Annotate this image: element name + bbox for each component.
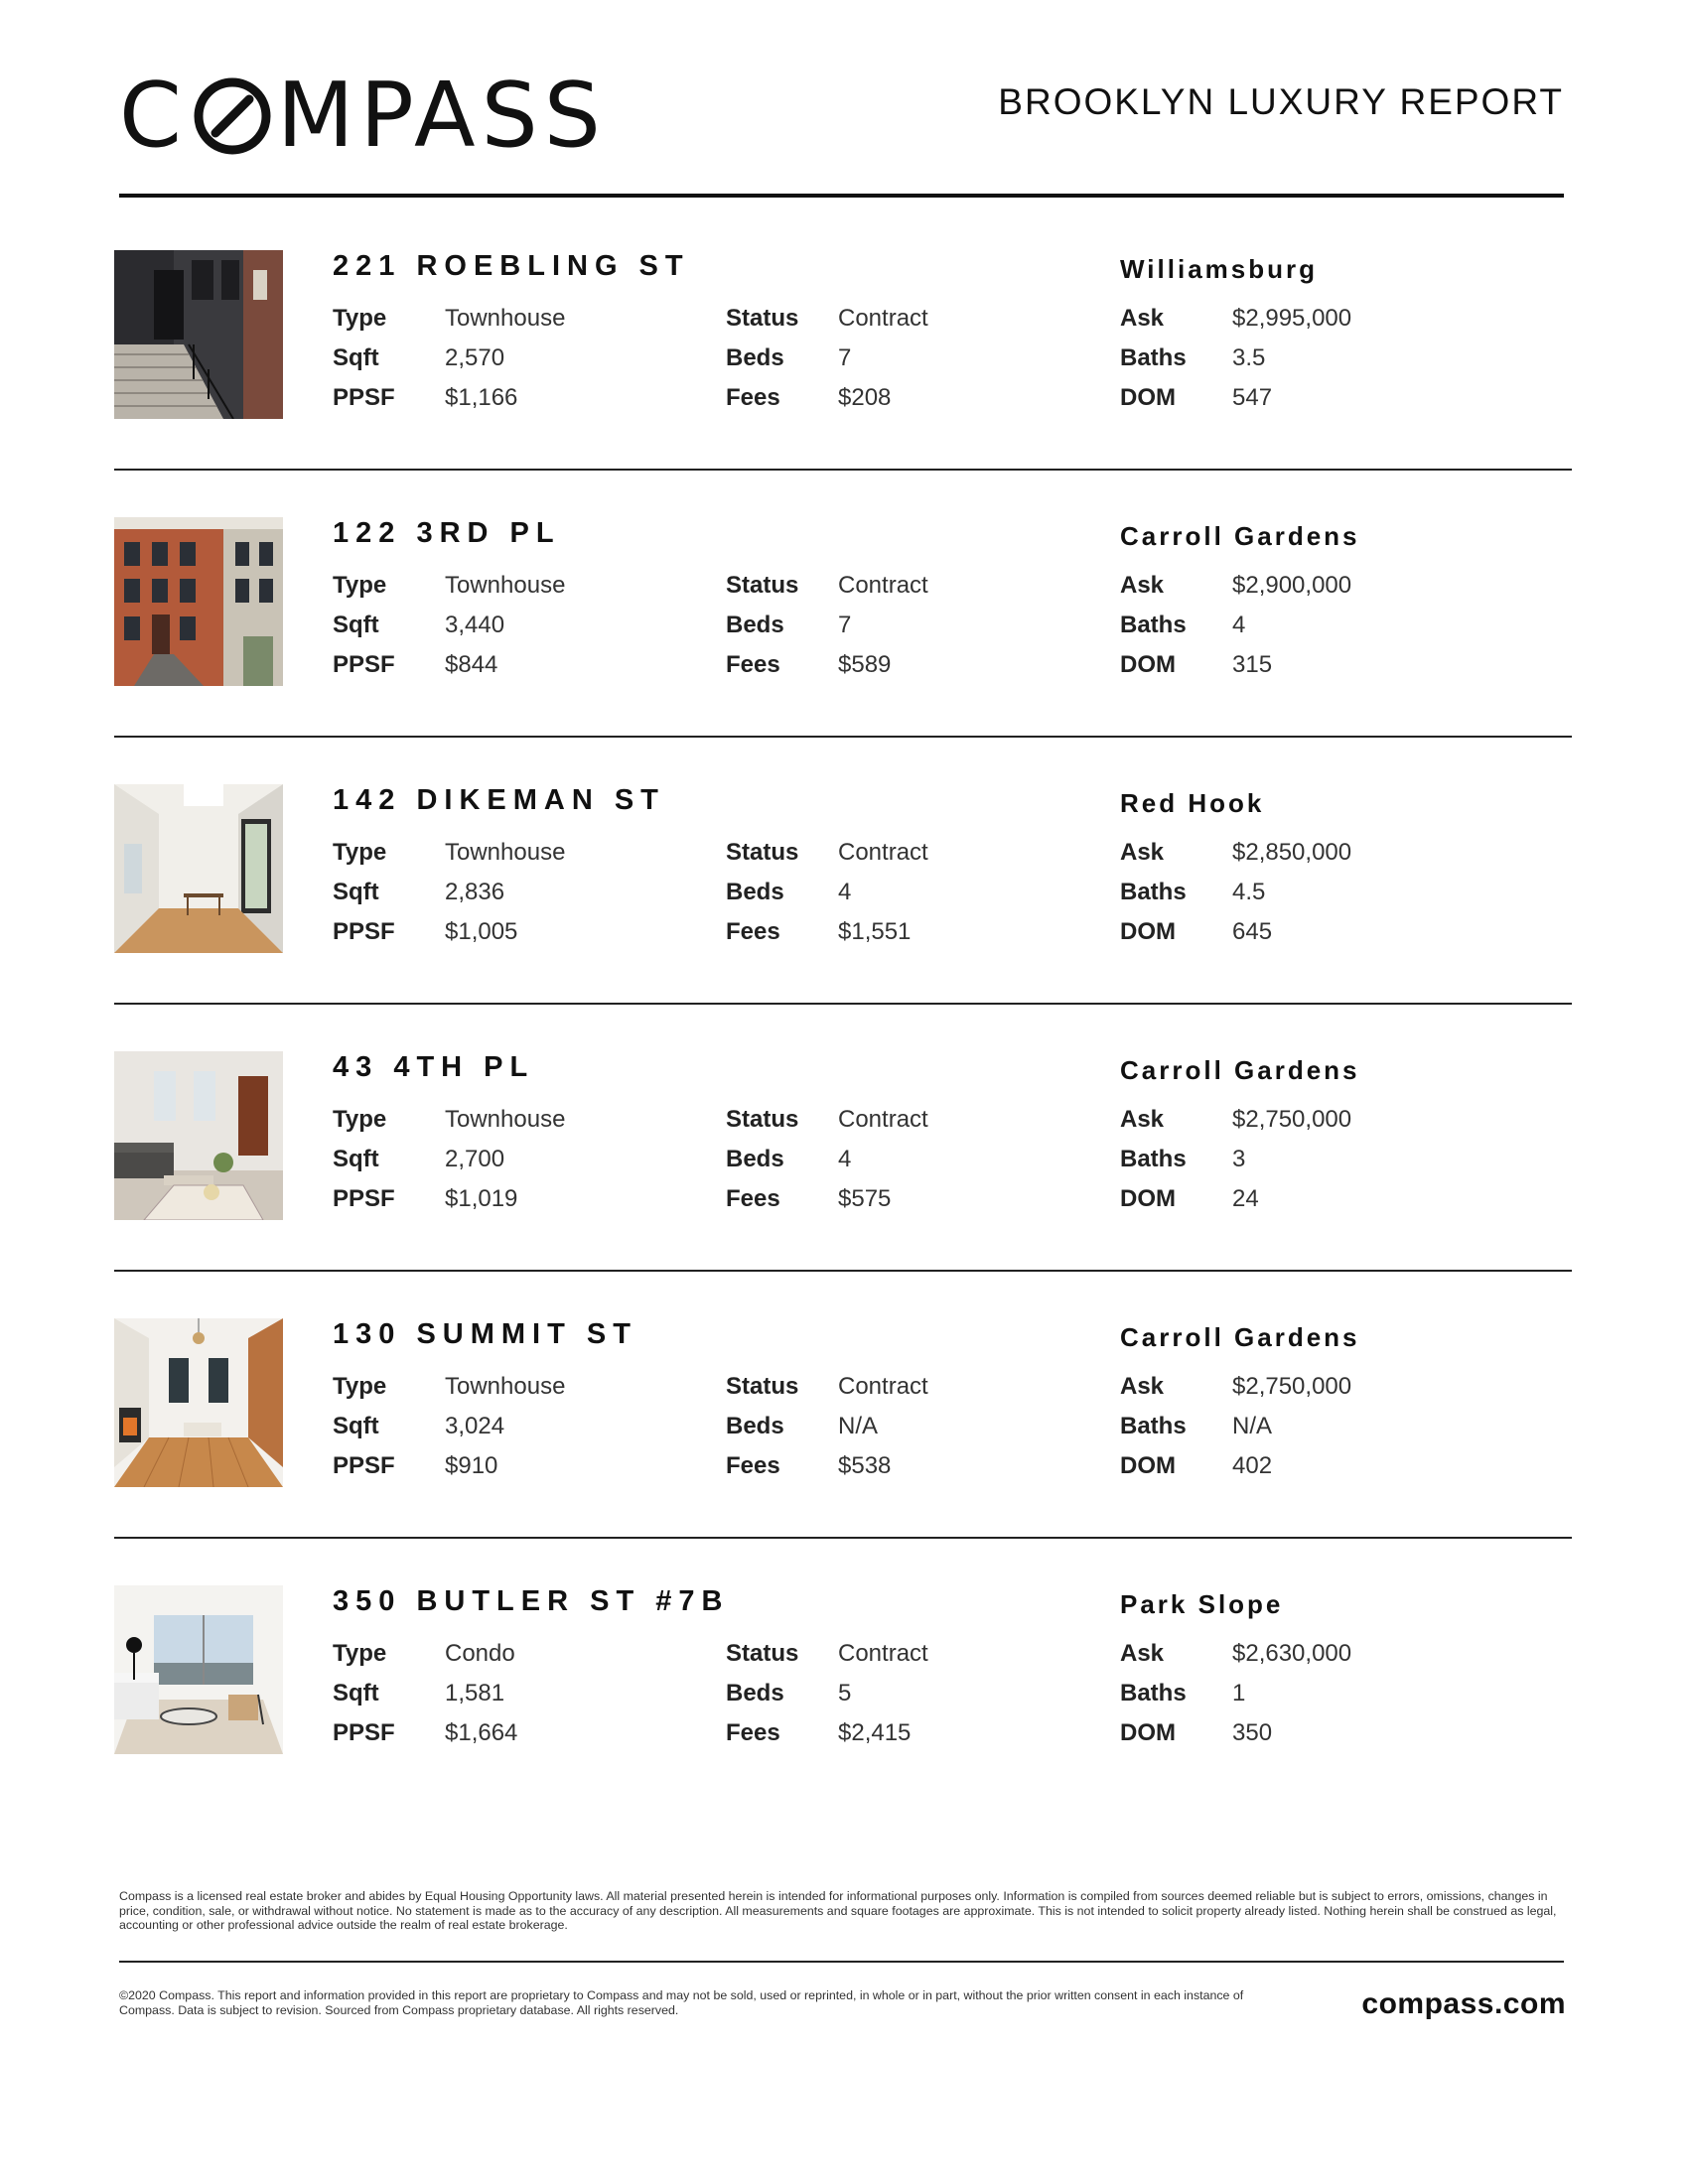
property-photo <box>114 1318 283 1487</box>
baths-label: Baths <box>1120 879 1187 905</box>
beds-label: Beds <box>726 612 784 638</box>
type-value: Townhouse <box>445 1106 566 1133</box>
dom-value: 315 <box>1232 651 1273 678</box>
status-value: Contract <box>838 1106 928 1133</box>
listing-neighborhood: Red Hook <box>1120 788 1265 818</box>
ask-value: $2,750,000 <box>1232 1106 1352 1133</box>
dom-label: DOM <box>1120 1719 1176 1746</box>
ppsf-value: $1,019 <box>445 1185 518 1212</box>
type-label: Type <box>333 1640 387 1667</box>
beds-label: Beds <box>726 879 784 905</box>
listing-divider <box>114 1537 1572 1539</box>
ask-label: Ask <box>1120 1373 1165 1400</box>
sqft-label: Sqft <box>333 1680 379 1706</box>
fees-value: $208 <box>838 384 892 411</box>
ask-label: Ask <box>1120 1640 1165 1667</box>
compass-logo: C MPASS <box>119 64 607 168</box>
listing-address: 221 ROEBLING ST <box>333 250 690 282</box>
dom-label: DOM <box>1120 918 1176 945</box>
beds-label: Beds <box>726 1680 784 1706</box>
ppsf-value: $1,005 <box>445 918 518 945</box>
listing-address: 43 4TH PL <box>333 1051 535 1083</box>
listing-divider <box>114 469 1572 471</box>
status-value: Contract <box>838 305 928 332</box>
listing-divider <box>114 736 1572 738</box>
sqft-label: Sqft <box>333 879 379 905</box>
listing-divider <box>114 1270 1572 1272</box>
ppsf-label: PPSF <box>333 1719 395 1746</box>
listing-neighborhood: Park Slope <box>1120 1589 1284 1619</box>
sqft-value: 2,700 <box>445 1146 505 1172</box>
ask-label: Ask <box>1120 305 1165 332</box>
listing-address: 130 SUMMIT ST <box>333 1318 637 1350</box>
listing-row <box>114 1318 1572 1487</box>
fees-label: Fees <box>726 1185 780 1212</box>
beds-value: 5 <box>838 1680 852 1706</box>
property-photo <box>114 1051 283 1220</box>
dom-value: 350 <box>1232 1719 1273 1746</box>
dom-value: 24 <box>1232 1185 1259 1212</box>
fees-label: Fees <box>726 651 780 678</box>
ppsf-value: $1,166 <box>445 384 518 411</box>
type-label: Type <box>333 305 387 332</box>
dom-value: 402 <box>1232 1452 1273 1479</box>
listing-row <box>114 250 1572 419</box>
copyright-text: ©2020 Compass. This report and information provided in this report are proprietary to Compass and may not be sold, used or reprinted, in whole or in part, without the prior written consent in each instance of Compass. Data is subject to revision. Sourced from Compass proprietary database. All rights reserved. <box>119 1988 1244 2017</box>
beds-value: 7 <box>838 612 852 638</box>
beds-value: N/A <box>838 1413 879 1439</box>
sqft-value: 3,440 <box>445 612 505 638</box>
status-label: Status <box>726 839 799 866</box>
listing-address: 142 DIKEMAN ST <box>333 784 665 816</box>
listing-address: 122 3RD PL <box>333 517 561 549</box>
status-value: Contract <box>838 572 928 599</box>
listing-neighborhood: Carroll Gardens <box>1120 1055 1360 1085</box>
fees-label: Fees <box>726 1452 780 1479</box>
dom-value: 547 <box>1232 384 1273 411</box>
type-label: Type <box>333 1106 387 1133</box>
ppsf-label: PPSF <box>333 918 395 945</box>
dom-value: 645 <box>1232 918 1273 945</box>
sqft-value: 2,836 <box>445 879 505 905</box>
ask-value: $2,900,000 <box>1232 572 1352 599</box>
fees-value: $538 <box>838 1452 892 1479</box>
baths-label: Baths <box>1120 1146 1187 1172</box>
property-photo <box>114 1585 283 1754</box>
baths-value: 1 <box>1232 1680 1246 1706</box>
sqft-value: 2,570 <box>445 344 505 371</box>
compass-o-mark-icon <box>192 75 273 157</box>
fees-label: Fees <box>726 384 780 411</box>
status-label: Status <box>726 1106 799 1133</box>
baths-value: 4 <box>1232 612 1246 638</box>
status-label: Status <box>726 1640 799 1667</box>
fees-value: $1,551 <box>838 918 912 945</box>
ppsf-label: PPSF <box>333 651 395 678</box>
footer-divider <box>119 1961 1564 1963</box>
baths-value: 3 <box>1232 1146 1246 1172</box>
fees-value: $2,415 <box>838 1719 912 1746</box>
listing-neighborhood: Williamsburg <box>1120 254 1319 284</box>
listing-neighborhood: Carroll Gardens <box>1120 1322 1360 1352</box>
status-value: Contract <box>838 1640 928 1667</box>
beds-value: 4 <box>838 879 852 905</box>
sqft-value: 3,024 <box>445 1413 505 1439</box>
sqft-label: Sqft <box>333 1413 379 1439</box>
ask-label: Ask <box>1120 572 1165 599</box>
property-photo <box>114 250 283 419</box>
fees-label: Fees <box>726 1719 780 1746</box>
baths-label: Baths <box>1120 1680 1187 1706</box>
beds-value: 7 <box>838 344 852 371</box>
ask-value: $2,750,000 <box>1232 1373 1352 1400</box>
ask-value: $2,995,000 <box>1232 305 1352 332</box>
dom-label: DOM <box>1120 651 1176 678</box>
ppsf-label: PPSF <box>333 384 395 411</box>
type-label: Type <box>333 1373 387 1400</box>
type-label: Type <box>333 572 387 599</box>
listing-row <box>114 784 1572 953</box>
ask-value: $2,850,000 <box>1232 839 1352 866</box>
ask-value: $2,630,000 <box>1232 1640 1352 1667</box>
ask-label: Ask <box>1120 1106 1165 1133</box>
ask-label: Ask <box>1120 839 1165 866</box>
beds-label: Beds <box>726 344 784 371</box>
ppsf-value: $910 <box>445 1452 498 1479</box>
beds-label: Beds <box>726 1413 784 1439</box>
sqft-label: Sqft <box>333 612 379 638</box>
disclaimer-text: Compass is a licensed real estate broker and abides by Equal Housing Opportunity laws. All material presented herein is intended for informational purposes only. Information is compiled from sources deemed reliable but is subject to errors, omissions, changes in price, condition, sale, or withdrawal without notice. No statement is made as to the accuracy of any description. All measurements and square footages are approximate. This is not intended to solicit property already listed. Nothing herein shall be construed as legal, accounting or other professional advice outside the realm of real estate brokerage. <box>119 1889 1557 1932</box>
fees-value: $589 <box>838 651 892 678</box>
listing-row <box>114 1585 1572 1754</box>
listing-divider <box>114 1003 1572 1005</box>
status-value: Contract <box>838 839 928 866</box>
ppsf-value: $1,664 <box>445 1719 518 1746</box>
status-label: Status <box>726 1373 799 1400</box>
report-title: BROOKLYN LUXURY REPORT <box>998 81 1564 122</box>
status-label: Status <box>726 572 799 599</box>
baths-label: Baths <box>1120 344 1187 371</box>
ppsf-label: PPSF <box>333 1452 395 1479</box>
beds-label: Beds <box>726 1146 784 1172</box>
dom-label: DOM <box>1120 384 1176 411</box>
baths-label: Baths <box>1120 612 1187 638</box>
property-photo <box>114 784 283 953</box>
property-photo <box>114 517 283 686</box>
type-value: Townhouse <box>445 1373 566 1400</box>
status-label: Status <box>726 305 799 332</box>
fees-label: Fees <box>726 918 780 945</box>
sqft-label: Sqft <box>333 1146 379 1172</box>
baths-value: N/A <box>1232 1413 1273 1439</box>
status-value: Contract <box>838 1373 928 1400</box>
sqft-label: Sqft <box>333 344 379 371</box>
report-header <box>119 64 1564 168</box>
type-value: Townhouse <box>445 839 566 866</box>
dom-label: DOM <box>1120 1185 1176 1212</box>
type-value: Townhouse <box>445 305 566 332</box>
header-divider <box>119 194 1564 198</box>
ppsf-label: PPSF <box>333 1185 395 1212</box>
baths-value: 3.5 <box>1232 344 1266 371</box>
baths-label: Baths <box>1120 1413 1187 1439</box>
listing-neighborhood: Carroll Gardens <box>1120 521 1360 551</box>
listing-row <box>114 517 1572 686</box>
fees-value: $575 <box>838 1185 892 1212</box>
listing-address: 350 BUTLER ST #7B <box>333 1585 730 1617</box>
beds-value: 4 <box>838 1146 852 1172</box>
website-link[interactable]: compass.com <box>1361 1987 1566 2020</box>
baths-value: 4.5 <box>1232 879 1266 905</box>
type-label: Type <box>333 839 387 866</box>
listing-row <box>114 1051 1572 1220</box>
dom-label: DOM <box>1120 1452 1176 1479</box>
type-value: Townhouse <box>445 572 566 599</box>
sqft-value: 1,581 <box>445 1680 505 1706</box>
ppsf-value: $844 <box>445 651 498 678</box>
type-value: Condo <box>445 1640 515 1667</box>
